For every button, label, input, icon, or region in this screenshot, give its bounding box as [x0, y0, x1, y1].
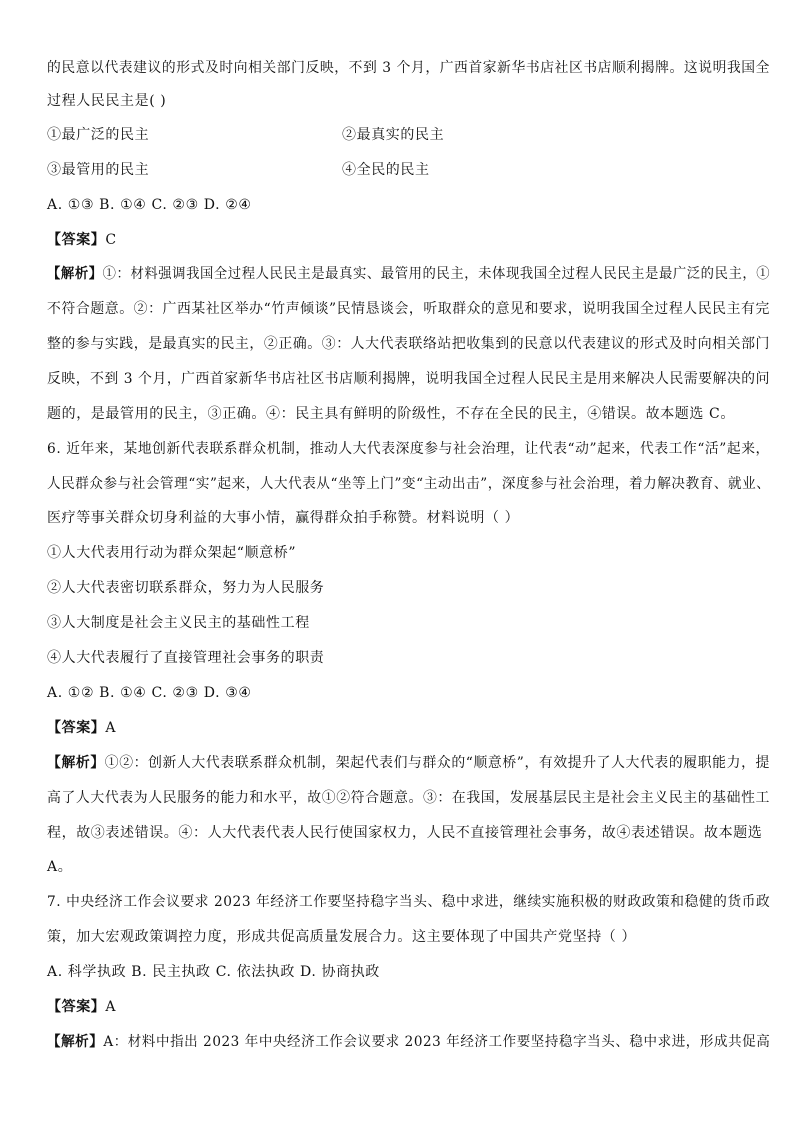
answer-value: C [105, 232, 117, 248]
q6-option-3: ③人大制度是社会主义民主的基础性工程 [47, 615, 310, 631]
answer-label: 【答案】 [47, 720, 106, 736]
analysis-label: 【解析】 [47, 1034, 104, 1050]
q6-analysis-line-1 [47, 753, 770, 773]
analysis-text: A：材料中指出 2023 年中央经济工作会议要求 2023 年经济工作要坚持稳字当头、稳中求进，形成共促高 [103, 1034, 771, 1050]
q5-option-4: ④全民的民主 [342, 162, 430, 178]
q5-option-3: ③最管用的民主 [47, 162, 150, 178]
q6-analysis-line-2: 高了人大代表为人民服务的能力和水平，故①②符合题意。③：在我国，发展基层民主是社会主义民主的基础性工 [47, 790, 770, 806]
q6-analysis-line-3: 程，故③表述错误。④：人大代表代表人民行使国家权力，人民不直接管理社会事务，故④表述错误。故本题选 [47, 825, 763, 841]
q6-answer [47, 718, 116, 738]
analysis-label: 【解析】 [47, 755, 105, 771]
q5-analysis-line-2: 不符合题意。②：广西某社区举办“竹声倾谈”民情恳谈会，听取群众的意见和要求，说明我国全过程人民民主有完 [47, 301, 770, 317]
q6-option-4: ④人大代表履行了直接管理社会事务的职责 [47, 650, 325, 666]
q7-answer [47, 997, 116, 1017]
q7-choices: A. 科学执政 B. 民主执政 C. 依法执政 D. 协商执政 [47, 964, 380, 980]
q6-option-2: ②人大代表密切联系群众，努力为人民服务 [47, 580, 325, 596]
answer-value: A [105, 720, 117, 736]
q5-option-2: ②最真实的民主 [342, 127, 445, 143]
q5-option-1: ①最广泛的民主 [47, 127, 150, 143]
q5-analysis-line-5: 题的，是最管用的民主，③正确。④：民主具有鲜明的阶级性，不存在全民的民主，④错误。故本题选 C。 [47, 406, 735, 422]
answer-label: 【答案】 [47, 232, 106, 248]
analysis-text: ①②：创新人大代表联系群众机制，架起代表们与群众的“顺意桥”，有效提升了人大代表的履职能力，提 [104, 755, 770, 771]
q6-stem-line-2: 人民群众参与社会管理“实”起来，人大代表从“坐等上门”变“主动出击”，深度参与社会治理，着力解决教育、就业、 [47, 476, 771, 492]
q6-stem-line-1: 6. 近年来，某地创新代表联系群众机制，推动人大代表深度参与社会治理，让代表“动”起来，代表工作“活”起来， [47, 441, 770, 457]
analysis-text: ①：材料强调我国全过程人民民主是最真实、最管用的民主，未体现我国全过程人民民主是最广泛的民主，① [102, 266, 771, 282]
q6-choices: A. ①② B. ①④ C. ②③ D. ③④ [47, 685, 252, 701]
q5-choices: A. ①③ B. ①④ C. ②③ D. ②④ [47, 197, 252, 213]
answer-value: A [105, 999, 117, 1015]
q5-analysis-line-4: 反映，不到 3 个月，广西首家新华书店社区书店顺利揭牌，说明我国全过程人民民主是用来解决人民需要解决的问 [47, 371, 771, 387]
q7-stem-line-2: 策，加大宏观政策调控力度，形成共促高质量发展合力。这主要体现了中国共产党坚持（ ） [47, 929, 637, 945]
q5-stem-line-1: 的民意以代表建议的形式及时向相关部门反映，不到 3 个月，广西首家新华书店社区书店顺利揭牌。这说明我国全 [47, 60, 771, 76]
q5-analysis-line-1 [47, 264, 770, 284]
q5-answer [47, 230, 117, 250]
answer-label: 【答案】 [47, 999, 106, 1015]
analysis-label: 【解析】 [47, 266, 103, 282]
q7-stem-line-1: 7. 中央经济工作会议要求 2023 年经济工作要坚持稳字当头、稳中求进，继续实施积极的财政政策和稳健的货币政 [47, 894, 771, 910]
q5-stem-line-2: 过程人民民主是( ) [47, 93, 167, 109]
q6-option-1: ①人大代表用行动为群众架起“顺意桥” [47, 545, 297, 561]
q5-analysis-line-3: 整的参与实践，是最真实的民主，②正确。③：人大代表联络站把收集到的民意以代表建议的形式及时向相关部门 [47, 336, 770, 352]
q6-stem-line-3: 医疗等事关群众切身利益的大事小情，赢得群众拍手称赞。材料说明（ ） [47, 510, 520, 526]
q7-analysis-line-1 [47, 1032, 770, 1052]
q6-analysis-line-4: A。 [47, 859, 73, 875]
